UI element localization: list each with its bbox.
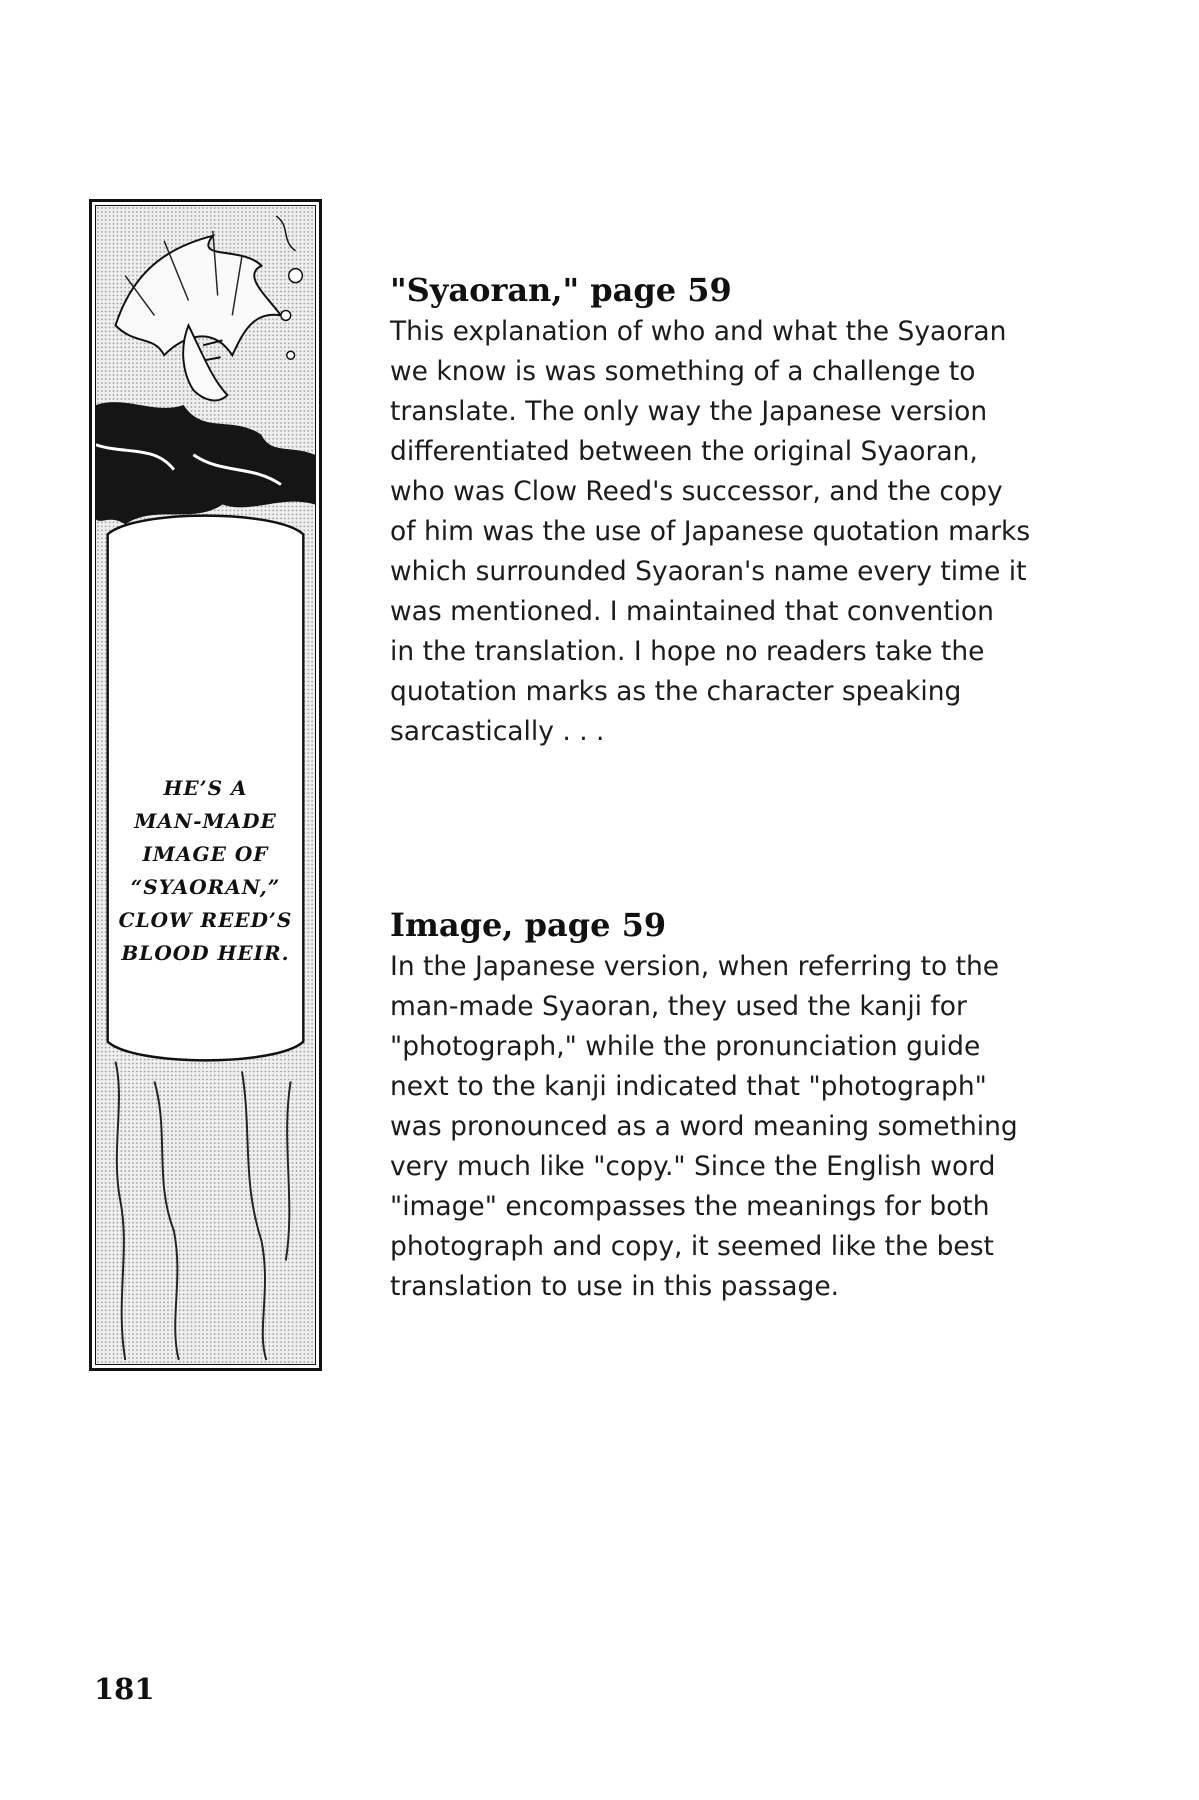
page-number: 181 — [94, 1672, 155, 1706]
note-line: which surrounded Syaoran's name every time it — [390, 556, 1027, 587]
note-line: was mentioned. I maintained that convention — [390, 596, 994, 627]
speech-balloon-text — [106, 772, 305, 970]
note-line: In the Japanese version, when referring to the — [390, 951, 1000, 982]
note-line: This explanation of who and what the Syaoran — [390, 316, 1007, 347]
note-line: very much like "copy." Since the English word — [390, 1151, 996, 1182]
note-title: "Syaoran," page 59 — [390, 271, 732, 309]
note-line: differentiated between the original Syaoran, — [390, 436, 978, 467]
balloon-line: CLOW REED’S — [118, 908, 293, 932]
note-body — [390, 947, 1090, 1307]
note-line: translate. The only way the Japanese version — [390, 396, 988, 427]
note-line: photograph and copy, it seemed like the best — [390, 1231, 994, 1262]
balloon-line: BLOOD HEIR. — [121, 941, 290, 965]
note-line: "image" encompasses the meanings for both — [390, 1191, 990, 1222]
balloon-line: IMAGE OF — [142, 842, 269, 866]
note-line: of him was the use of Japanese quotation marks — [390, 516, 1031, 547]
balloon-line: “SYAORAN,” — [130, 875, 281, 899]
manga-panel-inner — [95, 205, 316, 1365]
note-line: quotation marks as the character speaking — [390, 676, 962, 707]
note-title: Image, page 59 — [390, 906, 667, 944]
note-line: in the translation. I hope no readers take the — [390, 636, 985, 667]
note-line: we know is was something of a challenge to — [390, 356, 976, 387]
translation-note-image — [390, 903, 1090, 1307]
balloon-line: HE’S A — [163, 776, 248, 800]
note-line: was pronounced as a word meaning something — [390, 1111, 1018, 1142]
balloon-line: MAN-MADE — [134, 809, 277, 833]
note-line: who was Clow Reed's successor, and the copy — [390, 476, 1003, 507]
manga-panel — [89, 199, 322, 1371]
note-line: next to the kanji indicated that "photograph" — [390, 1071, 987, 1102]
translation-note-syaoran — [390, 268, 1090, 752]
note-line: sarcastically . . . — [390, 716, 605, 747]
note-line: man-made Syaoran, they used the kanji for — [390, 991, 967, 1022]
note-body — [390, 312, 1090, 752]
note-line: translation to use in this passage. — [390, 1271, 840, 1302]
note-line: "photograph," while the pronunciation guide — [390, 1031, 981, 1062]
